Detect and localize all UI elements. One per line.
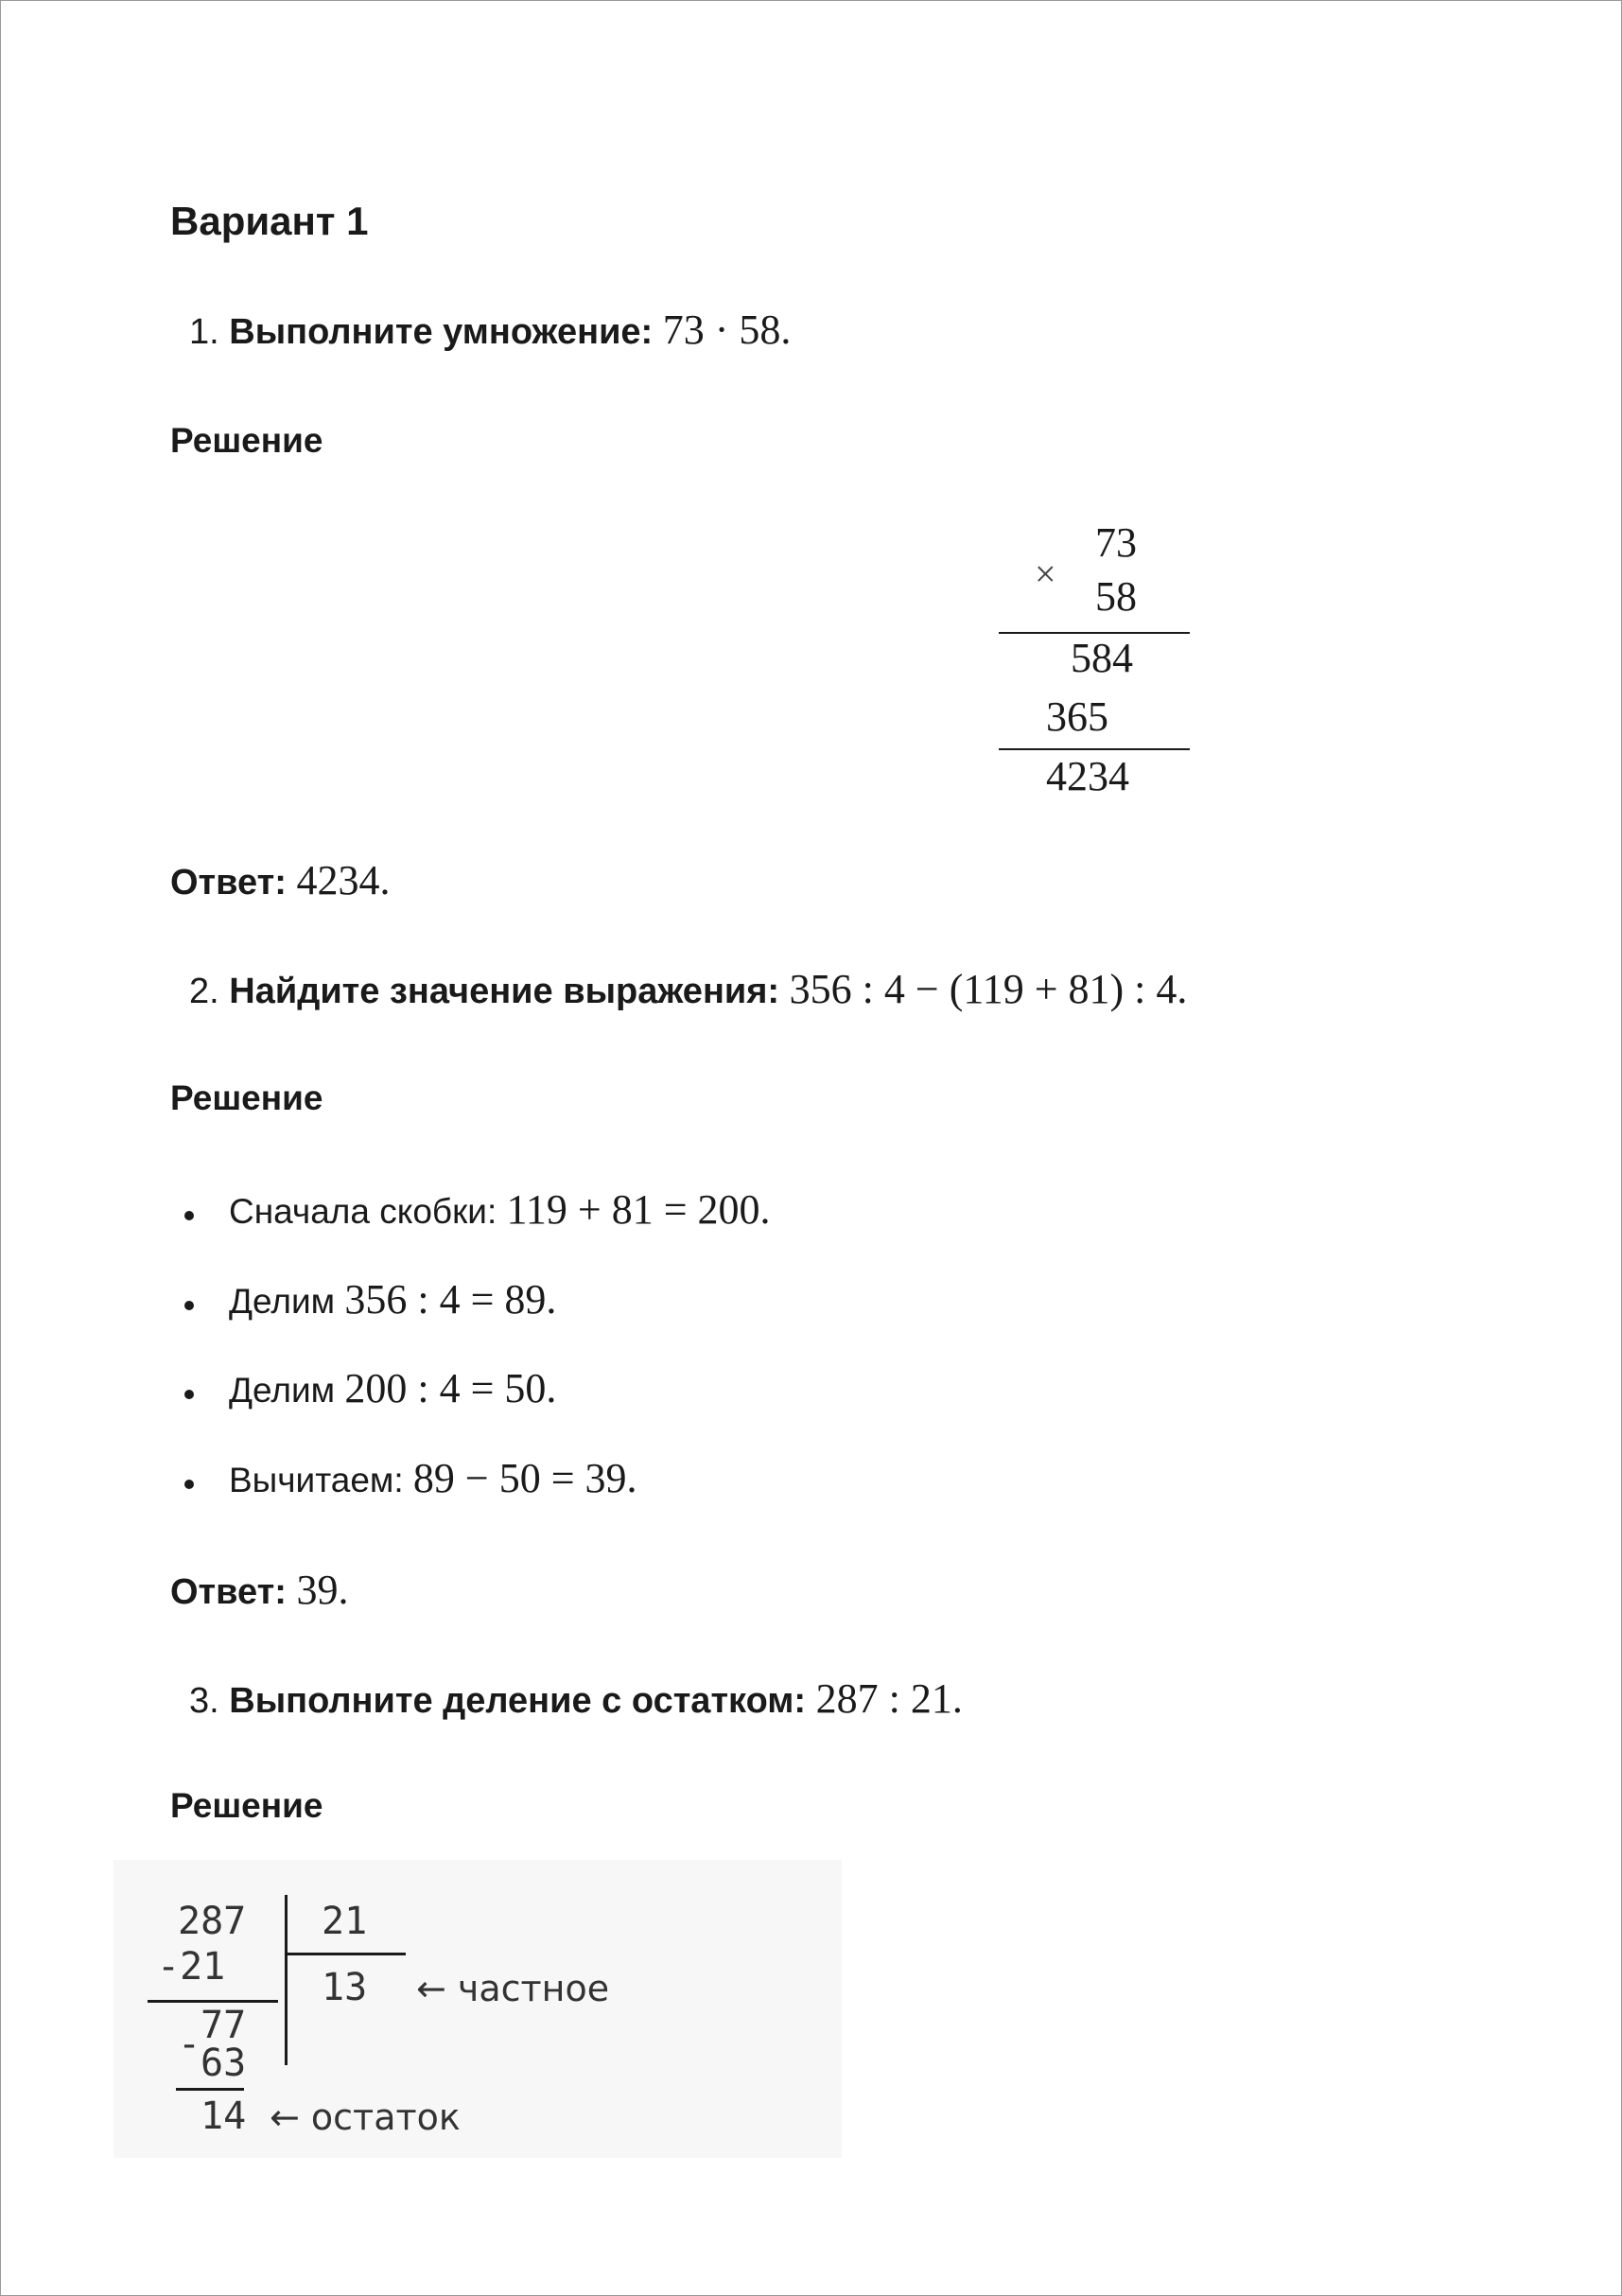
task-1-text: Выполните умножение: xyxy=(229,312,654,352)
division-quotient: 13 xyxy=(322,1966,368,2009)
task-1 xyxy=(189,306,791,354)
solution-label-2: Решение xyxy=(170,1078,323,1117)
division-divisor: 21 xyxy=(322,1900,368,1943)
bullet-dot xyxy=(184,1390,194,1399)
task-3-expression: 287 : 21. xyxy=(815,1675,963,1722)
division-minus-sign: - xyxy=(178,2023,201,2066)
quotient-note: ← частное xyxy=(416,1968,610,2009)
mult-partial-1: 584 xyxy=(1071,635,1133,681)
remainder-note: ← остаток xyxy=(270,2096,461,2138)
answer-2-label: Ответ: xyxy=(170,1572,287,1612)
division-divisor-line xyxy=(285,1953,406,1955)
bullet-dot xyxy=(184,1480,194,1489)
task-1-number: 1. xyxy=(189,312,219,352)
division-intermediate: 77 xyxy=(201,2004,247,2047)
step-2-expression: 356 : 4 = 89. xyxy=(344,1276,557,1323)
list-item xyxy=(229,1364,556,1412)
task-3 xyxy=(189,1674,963,1723)
step-1-text: Сначала скобки: xyxy=(229,1192,497,1231)
mult-result: 4234 xyxy=(1046,753,1129,799)
division-dividend: 287 xyxy=(178,1900,247,1943)
solution-label-3: Решение xyxy=(170,1786,323,1825)
mult-bottom-number: 58 xyxy=(1095,573,1137,620)
bullet-dot xyxy=(184,1211,194,1220)
list-item xyxy=(229,1275,556,1323)
division-subtrahend-2: 63 xyxy=(201,2042,247,2085)
task-2-number: 2. xyxy=(189,972,219,1011)
division-subtrahend-1: -21 xyxy=(157,1945,226,1989)
task-1-expression: 73 · 58. xyxy=(662,307,792,353)
task-2-text: Найдите значение выражения: xyxy=(229,972,780,1011)
answer-1 xyxy=(170,856,391,904)
division-line-2 xyxy=(176,2088,244,2091)
division-vertical-bar xyxy=(285,1895,288,2065)
step-3-expression: 200 : 4 = 50. xyxy=(344,1365,557,1411)
mult-partial-2: 365 xyxy=(1046,693,1108,740)
task-2-expression: 356 : 4 − (119 + 81) : 4. xyxy=(789,966,1188,1012)
mult-line-2 xyxy=(999,748,1190,750)
list-item xyxy=(229,1454,637,1502)
page-title: Вариант 1 xyxy=(170,199,369,243)
step-4-text: Вычитаем: xyxy=(229,1461,404,1499)
step-3-text: Делим xyxy=(229,1371,336,1410)
step-4-expression: 89 − 50 = 39. xyxy=(412,1455,637,1501)
answer-2-value: 39. xyxy=(296,1567,349,1613)
division-line-1 xyxy=(148,2000,278,2003)
multiply-sign: × xyxy=(1035,552,1056,595)
bullet-dot xyxy=(184,1301,194,1310)
task-2 xyxy=(189,965,1187,1013)
division-remainder: 14 xyxy=(201,2094,247,2138)
list-item xyxy=(229,1185,771,1234)
solution-label-1: Решение xyxy=(170,421,323,460)
mult-top-number: 73 xyxy=(1095,519,1137,566)
step-1-expression: 119 + 81 = 200. xyxy=(506,1186,771,1233)
answer-1-label: Ответ: xyxy=(170,863,287,903)
answer-1-value: 4234. xyxy=(296,857,391,903)
answer-2 xyxy=(170,1566,349,1614)
task-3-text: Выполните деление с остатком: xyxy=(229,1681,807,1721)
task-3-number: 3. xyxy=(189,1681,219,1721)
step-2-text: Делим xyxy=(229,1282,336,1321)
